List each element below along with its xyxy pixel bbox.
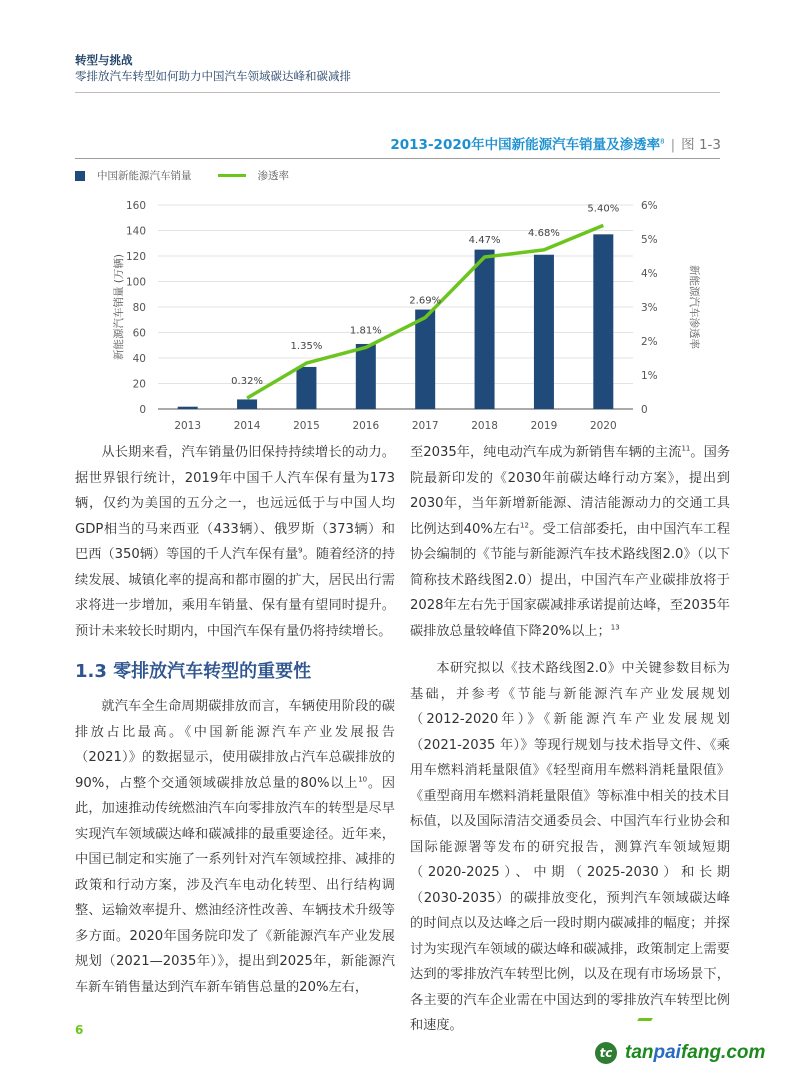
y2-tick-label: 0 — [641, 404, 648, 416]
data-label: 4.68% — [528, 227, 560, 239]
text-run: 。随着经济的持续发展、城镇化率的提高和都市圈的扩大，居民出行需求将进一步增加，乘用车销量、保有量有望同时提升。预计未来较长时期内，中国汽车保有量仍将持续增长。 — [75, 547, 396, 639]
text-run: 。因此，加速推动传统燃油汽车向零排放汽车的转型是尽早实现汽车领域碳达峰和碳减排的最重要途径。近年来，中国已制定和实施了一系列针对汽车领域控排、减排的政策和行动方案，涉及汽车电动化转型、出行结构调整、运输效率提升、燃油经济性改善、车辆技术升级等多方面。2020年国务院印发了《新能源汽车产业发展规划（2021—2035年）》，提出到2025年，新能源汽车新车销售量达到汽车新车销售总量的20%左右， — [75, 775, 396, 995]
x-tick-label: 2016 — [352, 420, 380, 432]
y-tick-label: 160 — [125, 200, 146, 212]
data-label: 4.47% — [468, 235, 501, 247]
legend-line-swatch — [218, 174, 246, 177]
logo-icon: tc — [595, 1042, 617, 1064]
x-tick-label: 2017 — [411, 420, 439, 432]
paragraph: 本研究拟以《技术路线图2.0》中关键参数目标为基础，并参考《节能与新能源汽车产业发展规划（2012-2020年）》《新能源汽车产业发展规划（2021-2035 年）》等现行规划与技术指导文件、《乘用车燃料消耗量限值》《轻型商用车燃料消耗量限值》《重型商用车燃料消耗量限值》等标准中相关的技术目标值，以及国际清洁交通委员会、中国汽车行业协会和国际能源署等发布的研究报告，测算汽车领域短期（2020-2025）、中期（2025-2030）和长期（2030-2035）的碳排放变化，预判汽车领域碳达峰的时间点以及达峰之后一段时期内碳减排的幅度；并探讨为实现汽车领域的碳达峰和碳减排，政策制定上需要达到的零排放汽车转型比例，以及在现有市场场景下，各主要的汽车企业需在中国达到的零排放汽车转型比例和速度。 — [410, 661, 730, 1033]
y2-tick-label: 5% — [641, 234, 658, 246]
caption-separator: | — [670, 137, 676, 153]
y2-tick-label: 2% — [641, 336, 658, 348]
running-header — [75, 52, 720, 84]
figure-divider — [75, 158, 720, 159]
y-axis-title: 新能源汽车销量 (万辆) — [113, 253, 125, 361]
section-title: 转型与挑战 — [75, 53, 133, 67]
bar-2013 — [178, 407, 198, 409]
bar-2020 — [593, 234, 613, 409]
header-divider — [75, 92, 720, 93]
y2-tick-label: 4% — [641, 268, 658, 280]
y2-tick-label: 3% — [641, 302, 658, 314]
logo-text-part: pai — [653, 1042, 681, 1063]
bar-2016 — [356, 344, 376, 409]
data-label: 2.69% — [409, 295, 442, 307]
logo-text — [625, 1042, 765, 1064]
x-tick-label: 2013 — [174, 420, 202, 432]
y-tick-label: 20 — [132, 378, 146, 391]
figure-label: 图 1-3 — [681, 137, 721, 153]
bar-2018 — [475, 250, 495, 409]
data-label: 0.32% — [231, 376, 263, 388]
decorative-accent — [637, 1018, 653, 1021]
y2-tick-label: 1% — [641, 370, 658, 382]
document-subtitle: 零排放汽车转型如何助力中国汽车领域碳达峰和碳减排 — [75, 69, 351, 83]
x-tick-label: 2018 — [471, 420, 498, 432]
footnote-ref[interactable]: 12 — [519, 521, 529, 530]
y-tick-label: 80 — [132, 302, 146, 314]
legend-label-sales: 中国新能源汽车销量 — [97, 170, 192, 182]
footnote-ref[interactable]: 9 — [298, 546, 303, 555]
text-run: 至2035年，纯电动汽车成为新销售车辆的主流 — [410, 445, 682, 460]
legend-bar-swatch — [75, 171, 85, 181]
bar-2017 — [415, 310, 435, 409]
data-label: 5.40% — [587, 203, 620, 215]
legend-label-penetration: 渗透率 — [257, 170, 289, 182]
paragraph — [410, 440, 730, 644]
bar-2014 — [237, 399, 257, 409]
paragraph — [75, 440, 395, 644]
figure-footnote-ref[interactable]: 8 — [660, 137, 665, 146]
x-tick-label: 2020 — [589, 420, 617, 432]
section-heading: 1.3 零排放汽车转型的重要性 — [75, 661, 312, 682]
logo-text-part: tan — [625, 1042, 654, 1063]
sales-penetration-chart — [100, 190, 700, 435]
y-tick-label: 0 — [139, 404, 146, 416]
right-column — [410, 440, 730, 1039]
x-tick-label: 2019 — [530, 420, 558, 432]
footnote-ref[interactable]: 13 — [610, 623, 620, 632]
data-label: 1.81% — [349, 325, 382, 337]
footnote-ref[interactable]: 10 — [358, 775, 368, 784]
y-tick-label: 120 — [125, 251, 146, 263]
page-number: 6 — [75, 1023, 84, 1037]
bar-2015 — [296, 367, 316, 409]
x-tick-label: 2015 — [293, 420, 320, 432]
y2-axis-title: 新能源汽车渗透率 — [688, 265, 700, 349]
text-run: 就汽车全生命周期碳排放而言，车辆使用阶段的碳排放占比最高。《中国新能源汽车产业发展报告（2021）》的数据显示，使用碳排放占汽车总碳排放的90%，占整个交通领域碳排放总量的80%以上 — [75, 699, 395, 791]
y-tick-label: 100 — [125, 276, 146, 289]
bar-2019 — [534, 255, 554, 409]
paragraph — [75, 694, 395, 1000]
logo-text-part: fang.com — [680, 1042, 766, 1063]
footnote-ref[interactable]: 11 — [681, 444, 691, 453]
figure-caption — [390, 136, 721, 154]
text-run: 。国务院最新印发的《2030年前碳达峰行动方案》，提出到2030年，当年新增新能源、清洁能源动力的交通工具比例达到40%左右 — [410, 445, 731, 537]
x-tick-label: 2014 — [233, 420, 261, 432]
y-tick-label: 60 — [132, 327, 146, 340]
left-column — [75, 440, 395, 1000]
y-tick-label: 140 — [125, 225, 146, 238]
y2-tick-label: 6% — [641, 200, 658, 212]
data-label: 1.35% — [290, 341, 323, 353]
text-run: 。受工信部委托，由中国汽车工程协会编制的《节能与新能源汽车技术路线图2.0》（以下简称技术路线图2.0）提出，中国汽车产业碳排放将于2028年左右先于国家碳减排承诺提前达峰，至2035年碳排放总量较峰值下降20%以上； — [410, 521, 731, 639]
figure-title: 2013-2020年中国新能源汽车销量及渗透率 — [390, 137, 661, 153]
y-tick-label: 40 — [132, 353, 146, 365]
text-run: 从长期来看，汽车销量仍旧保持持续增长的动力。据世界银行统计，2019年中国千人汽车保有量为173辆，仅约为美国的五分之一，也远远低于与中国人均GDP相当的马来西亚（433辆）、俄罗斯（373辆）和巴西（350辆）等国的千人汽车保有量 — [75, 445, 395, 562]
watermark-logo — [595, 1042, 765, 1064]
chart-legend — [75, 168, 289, 183]
